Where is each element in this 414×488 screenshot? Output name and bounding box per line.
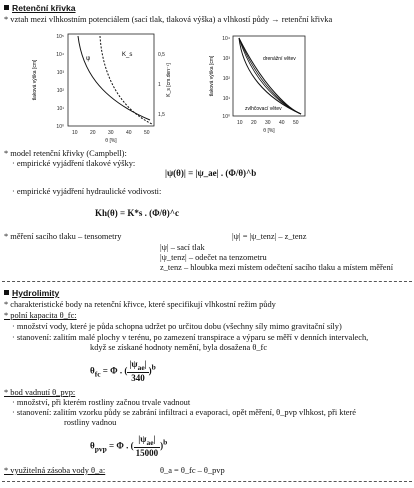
- hydrolimits-intro: * charakteristické body na retenční křivce, které specifikují vlhkostní režim půdy: [4, 300, 276, 309]
- empirical-psi-text: · empirické vyjádření tlakové výšky:: [12, 159, 136, 168]
- equation-available-water: θ_a = θ_fc – θ_pvp: [160, 466, 225, 475]
- drying-curve: [239, 38, 301, 114]
- y2-tick: 1: [158, 82, 161, 88]
- field-capacity-text-2: · stanovení: zalitím malé plochy v terénu, po zamezení transpirace a výparu se měří v denních intervalech,: [12, 333, 369, 342]
- x-tick: 10: [72, 130, 78, 136]
- y-tick: 10¹: [56, 106, 64, 112]
- label-wetting-branch: zvlhčovací větev: [245, 106, 282, 112]
- definition-psi-tenz: |ψ_tenz| – odečet na tenzometru: [160, 253, 267, 262]
- x-tick: 50: [144, 130, 150, 136]
- y-tick: 10³: [222, 56, 230, 62]
- y-tick: 10²: [222, 76, 230, 82]
- section-divider: [2, 481, 412, 482]
- intro-text: * vztah mezi vlhkostním potenciálem (sací tlak, tlaková výška) a vlhkostí půdy → retenční křivka: [4, 15, 333, 24]
- equation-wilting-point: $\theta_{pvp} = \Phi$ . ( $\frac{|\psi_{ae}|}{15000}$ )$^b$: [90, 434, 168, 459]
- x-tick: 20: [251, 120, 257, 126]
- x-tick: 30: [108, 130, 114, 136]
- y-tick: 10³: [56, 70, 64, 76]
- equation-psi: |ψ(θ)| = |ψ_ae| . (Φ/θ)^b: [165, 168, 257, 178]
- label-drying-branch: drenážní větev: [263, 56, 296, 62]
- tensiometry-text: * měření sacího tlaku – tensometry: [4, 232, 122, 241]
- conductivity-curve: [100, 36, 152, 124]
- available-water-title: * využitelná zásoba vody θ_a:: [4, 466, 106, 475]
- curve-label-ks: K_s: [122, 52, 133, 58]
- equation-field-capacity: $\theta_{fc} = \Phi$ . ( $\frac{|\psi_{ae}|}{340}$ )$^b$: [90, 359, 156, 384]
- wetting-curve: [239, 38, 301, 114]
- y-tick: 10⁵: [56, 34, 64, 40]
- y-axis-label: tlaková výška [cm]: [32, 59, 38, 101]
- field-capacity-text-3: když se získané hodnoty nemění, byla dosažena θ_fc: [90, 343, 268, 352]
- y-tick: 10⁰: [56, 124, 64, 130]
- x-axis-label: θ [%]: [105, 138, 117, 144]
- field-capacity-title: * polní kapacita θ_fc:: [4, 311, 77, 320]
- wilting-point-text-3: rostliny vadnou: [64, 418, 117, 427]
- empirical-k-text: · empirické vyjádření hydraulické vodivosti:: [12, 187, 162, 196]
- equation-tensiometer: |ψ| = |ψ_tenz| – z_tenz: [232, 232, 307, 241]
- y2-tick: 0,5: [158, 52, 165, 58]
- wilting-point-text-2: · stanovení: zalitím vzorku půdy se zabrání infiltraci a evaporaci, opět měření, θ_pvp vlhkost, při které: [12, 408, 357, 417]
- y2-axis-label: K_s [cm.den⁻¹]: [166, 63, 172, 97]
- bullet-square-icon: [4, 290, 9, 295]
- x-tick: 50: [293, 120, 299, 126]
- y-tick: 10⁴: [56, 52, 64, 58]
- section-title-retention: Retenční křivka: [4, 4, 76, 14]
- y-tick: 10⁰: [222, 114, 230, 120]
- scanning-curve: [239, 38, 301, 114]
- wilting-point-title: * bod vadnutí θ_pvp:: [4, 388, 76, 397]
- y-tick: 10¹: [222, 96, 230, 102]
- y-tick: 10²: [56, 88, 64, 94]
- wilting-point-text-1: · množství, při kterém rostliny začnou trvale vadnout: [12, 398, 191, 407]
- y2-tick: 1,5: [158, 112, 165, 118]
- x-tick: 40: [279, 120, 285, 126]
- definition-z-tenz: z_tenz – hloubka mezi místem odečtení sacího tlaku a místem měření: [160, 263, 394, 272]
- model-title: * model retenční křivky (Campbell):: [4, 149, 127, 158]
- section-divider: [2, 281, 412, 282]
- scanning-curve: [239, 38, 301, 114]
- curve-label-psi: ψ: [86, 56, 91, 62]
- bullet-square-icon: [4, 5, 9, 10]
- definition-psi: |ψ| – sací tlak: [160, 243, 205, 252]
- y-axis-label: tlaková výška [cm]: [209, 55, 215, 97]
- y-tick: 10⁴: [222, 36, 230, 42]
- field-capacity-text-1: · množství vody, které je půda schopna udržet po určitou dobu (všechny síly mimo gravitační síly): [12, 322, 342, 331]
- retention-chart-left: [20, 28, 170, 148]
- x-axis-label: θ [%]: [263, 128, 275, 134]
- x-tick: 10: [237, 120, 243, 126]
- section-title-hydrolimits: Hydrolimity: [4, 289, 59, 299]
- x-tick: 30: [265, 120, 271, 126]
- x-tick: 20: [90, 130, 96, 136]
- hysteresis-chart: [205, 32, 315, 137]
- retention-curve: [78, 36, 150, 120]
- equation-k: Kh(θ) = K*s . (Φ/θ)^c: [95, 208, 179, 218]
- x-tick: 40: [126, 130, 132, 136]
